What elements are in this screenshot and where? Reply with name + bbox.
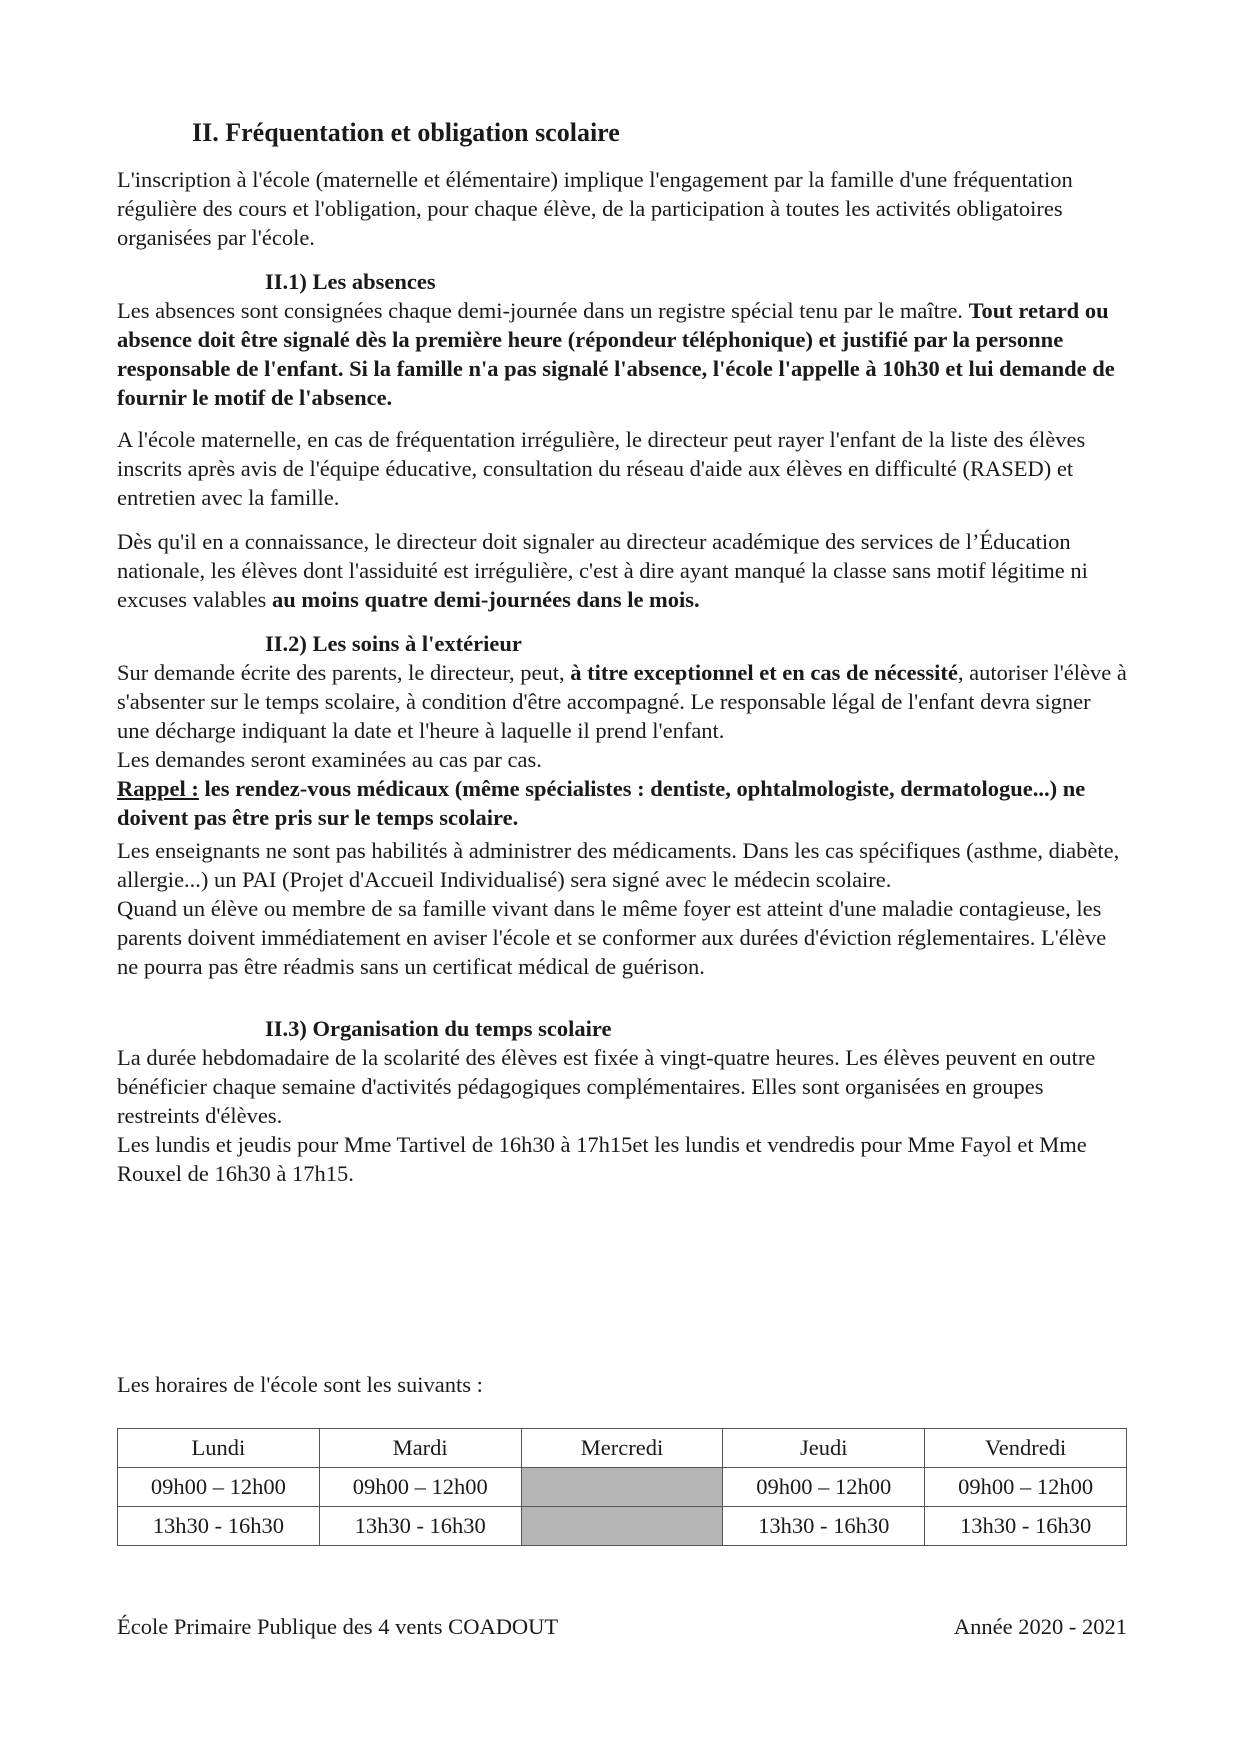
day-header-mercredi: Mercredi	[521, 1429, 723, 1468]
intro-text: L'inscription à l'école (maternelle et élémentaire) implique l'engagement par la famille d'une fréquentation régulière des cours et l'obligation, pour chaque élève, de la participation à toutes les activités obligatoires organisées par l'école.	[117, 167, 1073, 250]
cell-mardi-morning: 09h00 – 12h00	[319, 1468, 521, 1507]
absences-bold-text: Tout retard ou absence doit être signalé dès la première heure (répondeur téléphonique) et justifié par la personne responsable de l'enfant. Si la famille n'a pas signalé l'absence, l'école l'appelle à 10h30 et lui demande de fournir le motif de l'absence.	[117, 298, 1115, 410]
rappel-text: les rendez-vous médicaux (même spécialistes : dentiste, ophtalmologiste, dermatologue...) ne doivent pas être pris sur le temps scolaire.	[117, 776, 1086, 830]
table-header-row	[118, 1429, 1127, 1468]
cell-vendredi-morning: 09h00 – 12h00	[925, 1468, 1127, 1507]
horaires-intro	[117, 1370, 1127, 1399]
day-header-mardi: Mardi	[319, 1429, 521, 1468]
heading-organisation: II.3) Organisation du temps scolaire	[265, 1016, 612, 1041]
signalement-text: Dès qu'il en a connaissance, le directeur doit signaler au directeur académique des services de l’Éducation nationale, les élèves dont l'assiduité est irrégulière, c'est à dire ayant manqué la classe sans motif légitime ni excuses valables	[117, 529, 1088, 612]
cell-lundi-afternoon: 13h30 - 16h30	[118, 1507, 320, 1546]
footer-school-year: Année 2020 - 2021	[953, 1614, 1127, 1639]
heading-absences: II.1) Les absences	[265, 269, 436, 294]
cell-jeudi-afternoon: 13h30 - 16h30	[723, 1507, 925, 1546]
cell-vendredi-afternoon: 13h30 - 16h30	[925, 1507, 1127, 1546]
soins-paragraph-1	[117, 658, 1127, 832]
soins-text-a: Sur demande écrite des parents, le directeur, peut,	[117, 660, 571, 685]
soins-bold-text: à titre exceptionnel et en cas de nécessité	[570, 660, 958, 685]
schedule-table	[117, 1428, 1127, 1546]
maternelle-text: A l'école maternelle, en cas de fréquentation irrégulière, le directeur peut rayer l'enfant de la liste des élèves inscrits après avis de l'équipe éducative, consultation du réseau d'aide aux élèves en difficulté (RASED) et entretien avec la famille.	[117, 427, 1086, 510]
table-row-morning	[118, 1468, 1127, 1507]
apc-text: Les lundis et jeudis pour Mme Tartivel de 16h30 à 17h15et les lundis et vendredis pour Mme Fayol et Mme Rouxel de 16h30 à 17h15.	[117, 1132, 1087, 1186]
intro-paragraph	[117, 165, 1127, 252]
cell-lundi-morning: 09h00 – 12h00	[118, 1468, 320, 1507]
maladie-text: Quand un élève ou membre de sa famille vivant dans le même foyer est atteint d'une maladie contagieuse, les parents doivent immédiatement en aviser l'école et se conformer aux durées d'éviction réglementaires. L'élève ne pourra pas être réadmis sans un certificat médical de guérison.	[117, 896, 1107, 979]
cell-mardi-afternoon: 13h30 - 16h30	[319, 1507, 521, 1546]
cell-mercredi-closed	[521, 1468, 723, 1507]
organisation-paragraph	[117, 1043, 1127, 1188]
section-title: II. Fréquentation et obligation scolaire	[192, 118, 620, 147]
absences-paragraph-2	[117, 425, 1127, 512]
absences-text: Les absences sont consignées chaque demi-journée dans un registre spécial tenu par le maître.	[117, 298, 969, 323]
medicaments-text: Les enseignants ne sont pas habilités à administrer des médicaments. Dans les cas spécifiques (asthme, diabète, allergie...) un PAI (Projet d'Accueil Individualisé) sera signé avec le médecin scolaire.	[117, 838, 1120, 892]
day-header-jeudi: Jeudi	[723, 1429, 925, 1468]
footer-school-name: École Primaire Publique des 4 vents COADOUT	[117, 1614, 559, 1639]
day-header-lundi: Lundi	[118, 1429, 320, 1468]
cell-mercredi-closed	[521, 1507, 723, 1546]
soins-demandes-text: Les demandes seront examinées au cas par cas.	[117, 747, 542, 772]
signalement-bold-text: au moins quatre demi-journées dans le mois.	[271, 587, 700, 612]
absences-paragraph-3	[117, 527, 1127, 614]
horaires-intro-text: Les horaires de l'école sont les suivants :	[117, 1372, 483, 1397]
day-header-vendredi: Vendredi	[925, 1429, 1127, 1468]
duree-text: La durée hebdomadaire de la scolarité des élèves est fixée à vingt-quatre heures. Les élèves peuvent en outre bénéficier chaque semaine d'activités pédagogiques complémentaires. Elles sont organisées en groupes restreints d'élèves.	[117, 1045, 1096, 1128]
cell-jeudi-morning: 09h00 – 12h00	[723, 1468, 925, 1507]
rappel-label: Rappel :	[117, 776, 199, 801]
soins-paragraph-2	[117, 836, 1127, 981]
absences-paragraph-1	[117, 296, 1127, 412]
table-row-afternoon	[118, 1507, 1127, 1546]
heading-soins: II.2) Les soins à l'extérieur	[265, 631, 522, 656]
soins-text-b: , autoriser l'élève à s'absenter sur le temps scolaire, à condition d'être accompagné. Le responsable légal de l'enfant devra signer une décharge indiquant la date et l'heure à laquelle il prend l'enfant.	[117, 660, 1127, 743]
